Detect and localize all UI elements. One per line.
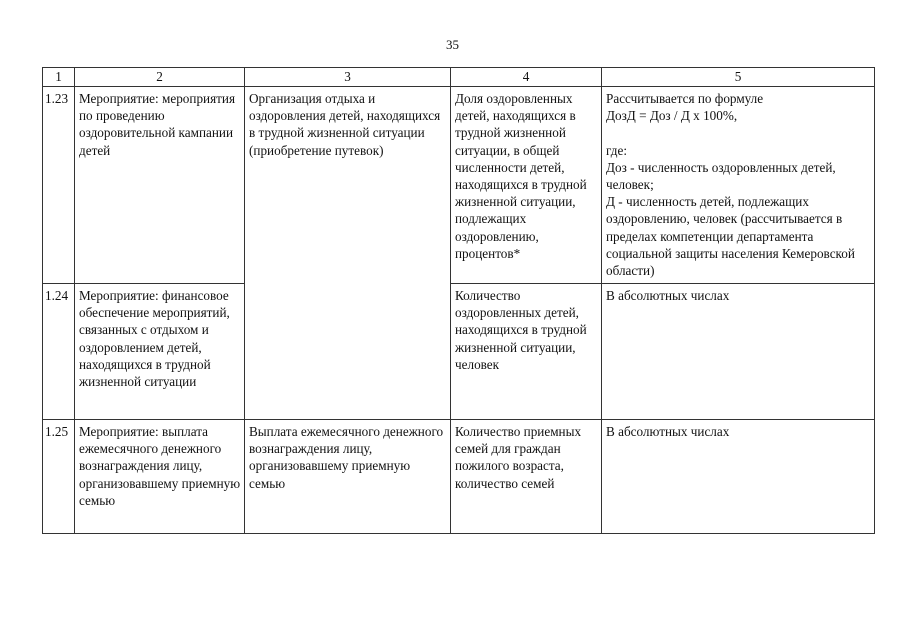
table-row <box>43 420 875 534</box>
table-row <box>43 284 875 420</box>
method-text: где: <box>606 142 627 158</box>
event-cell: Мероприятие: мероприятия по проведению оздоровительной кампании детей <box>75 87 245 284</box>
page-number: 35 <box>446 37 459 52</box>
row-number: 1.24 <box>43 284 75 420</box>
method-cell: В абсолютных числах <box>602 420 875 534</box>
spacer <box>606 124 871 141</box>
table-row <box>43 87 875 284</box>
direction-cell: Организация отдыха и оздоровления детей, находящихся в трудной жизненной ситуации (приобретение путевок) <box>245 87 451 420</box>
header-cell: 5 <box>602 68 875 87</box>
header-cell: 2 <box>75 68 245 87</box>
indicator-cell: Доля оздоровленных детей, находящихся в трудной жизненной ситуации, в общей численности детей, находящихся в трудной жизненной ситуации, подлежащих оздоровлению, процентов* <box>451 87 602 284</box>
formula-text: ДозД = Доз / Д х 100%, <box>606 108 738 124</box>
direction-cell: Выплата ежемесячного денежного вознаграждения лицу, организовавшему приемную семью <box>245 420 451 534</box>
header-cell: 4 <box>451 68 602 87</box>
header-cell: 1 <box>43 68 75 87</box>
table-header-row <box>43 68 875 87</box>
row-number: 1.23 <box>43 87 75 284</box>
event-cell: Мероприятие: финансовое обеспечение мероприятий, связанных с отдыхом и оздоровлением детей, находящихся в трудной жизненной ситуации <box>75 284 245 420</box>
indicator-cell: Количество оздоровленных детей, находящихся в трудной жизненной ситуации, человек <box>451 284 602 420</box>
row-number: 1.25 <box>43 420 75 534</box>
method-text: Доз - численность оздоровленных детей, человек; <box>606 159 836 192</box>
indicators-table <box>42 67 875 534</box>
method-text: Д - численность детей, подлежащих оздоровлению, человек (рассчитывается в пределах компетенции департамента социальной защиты населения Кемеровской области) <box>606 194 855 279</box>
method-cell: В абсолютных числах <box>602 284 875 420</box>
indicator-cell: Количество приемных семей для граждан пожилого возраста, количество семей <box>451 420 602 534</box>
event-cell: Мероприятие: выплата ежемесячного денежного вознаграждения лицу, организовавшему приемную семью <box>75 420 245 534</box>
method-cell <box>602 87 875 284</box>
method-text: Рассчитывается по формуле <box>606 91 764 106</box>
header-cell: 3 <box>245 68 451 87</box>
